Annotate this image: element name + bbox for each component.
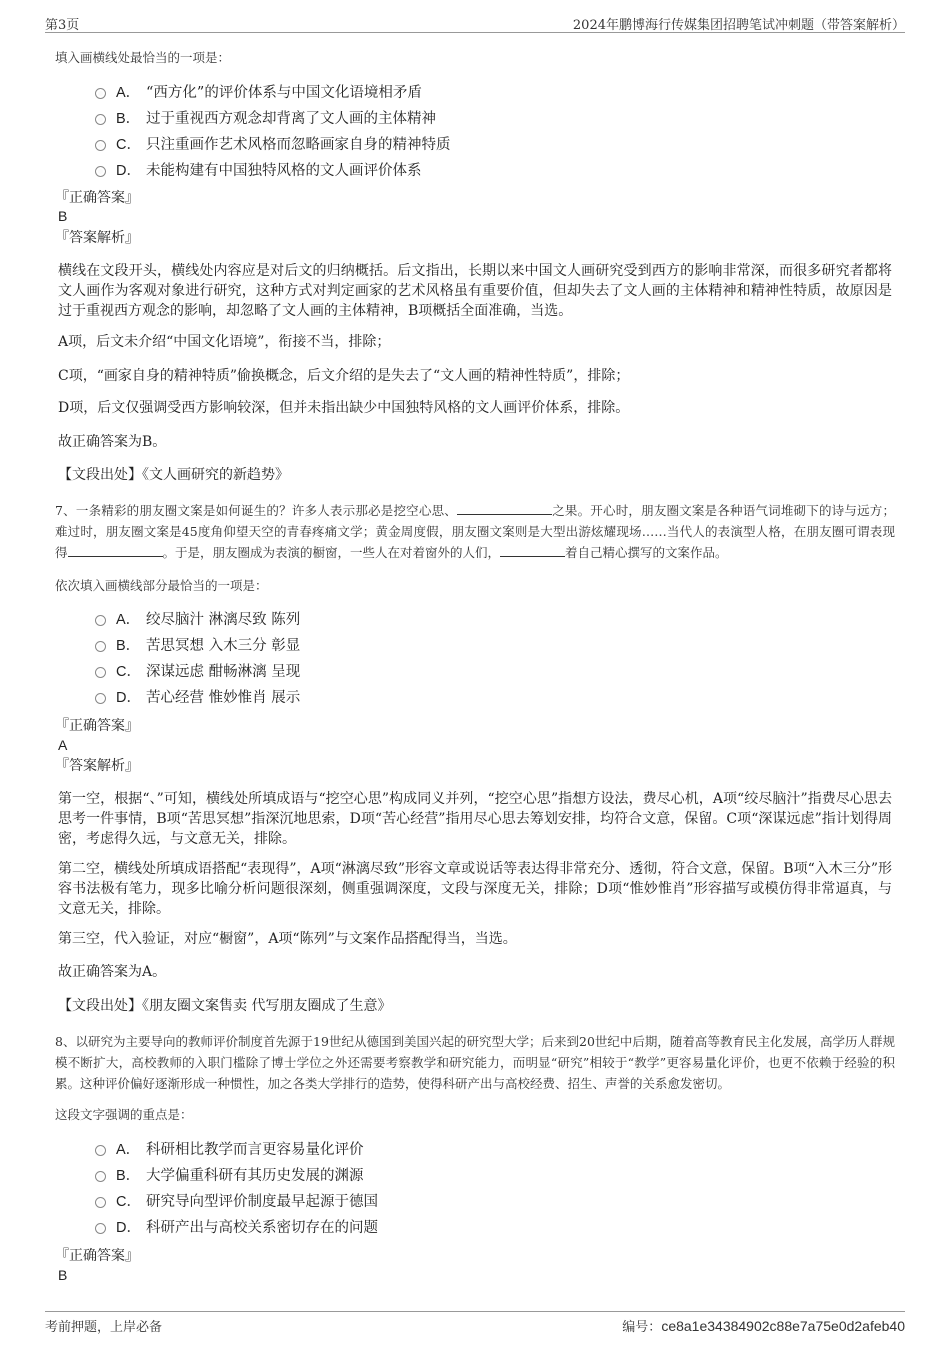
q8-option-a[interactable]: A． 科研相比教学而言更容易量化评价	[95, 1137, 890, 1163]
footer-slogan: 考前押题，上岸必备	[45, 1320, 163, 1335]
radio-icon[interactable]	[95, 166, 106, 177]
page-footer	[45, 1311, 905, 1336]
q7-prompt: 依次填入画横线部分最恰当的一项是：	[55, 578, 268, 593]
q6-option-d[interactable]: D． 未能构建有中国独特风格的文人画评价体系	[95, 158, 890, 184]
radio-icon[interactable]	[95, 88, 106, 99]
q7-answer-label: 『正确答案』	[55, 718, 139, 734]
q6-analysis-paragraph: D项，后文仅强调受西方影响较深，但并未指出缺少中国独特风格的文人画评价体系，排除。	[58, 400, 630, 416]
radio-icon[interactable]	[95, 114, 106, 125]
q6-source: 【文段出处】《文人画研究的新趋势》	[58, 467, 289, 483]
document-code: 编号：ce8a1e34384902c88e7a75e0d2afeb40	[622, 1318, 905, 1335]
q6-prompt: 填入画横线处最恰当的一项是：	[55, 50, 231, 65]
q7-option-a[interactable]: A． 绞尽脑汁 淋漓尽致 陈列	[95, 607, 890, 633]
q6-analysis-paragraph: C项，“画家自身的精神特质”偷换概念，后文介绍的是失去了“文人画的精神性特质”，排除；	[58, 368, 630, 384]
radio-icon[interactable]	[95, 1171, 106, 1182]
q7-analysis-label: 『答案解析』	[55, 758, 139, 774]
q6-option-b[interactable]: B． 过于重视西方观念却背离了文人画的主体精神	[95, 106, 890, 132]
q7-analysis-paragraph: 第三空，代入验证，对应“橱窗”，A项“陈列”与文案作品搭配得当，当选。	[58, 931, 517, 947]
q6-analysis-paragraph: 横线在文段开头，横线处内容应是对后文的归纳概括。后文指出，长期以来中国文人画研究受到西方的影响非常深，而很多研究者都将文人画作为客观对象进行研究，这种方式对判定画家的艺术风格虽有重要价值，但却失去了文人画的主体精神和精神性特质，故原因是过于重视西方观念的影响，却忽略了文人画的主体精神，B项概括全面准确，当选。	[58, 263, 892, 319]
q8-options	[95, 1137, 890, 1241]
q7-analysis-paragraph: 第二空，横线处所填成语搭配“表现得”，A项“淋漓尽致”形容文章或说话等表达得非常充分、透彻，符合文意，保留。B项“入木三分”形容书法极有笔力，现多比喻分析问题很深刻，侧重强调深度，文段与深度无关，排除；D项“惟妙惟肖”形容描写或模仿得非常逼真，与文意无关，排除。	[58, 861, 892, 917]
q8-option-b[interactable]: B． 大学偏重科研有其历史发展的渊源	[95, 1163, 890, 1189]
q6-analysis-label: 『答案解析』	[55, 230, 139, 246]
q8-option-c[interactable]: C． 研究导向型评价制度最早起源于德国	[95, 1189, 890, 1215]
page-number: 第3页	[45, 18, 80, 33]
document-title: 2024年鹏博海行传媒集团招聘笔试冲刺题（带答案解析）	[572, 18, 905, 33]
q6-answer-label: 『正确答案』	[55, 190, 139, 206]
q8-text: 8、以研究为主要导向的教师评价制度首先源于19世纪从德国到美国兴起的研究型大学；后来到20世纪中后期，随着高等教育民主化发展，高学历人群规模不断扩大，高校教师的入职门槛除了博士学位之外还需要考察教学和研究能力，而明显“研究”相较于“教学”更容易量化评价，也更不依赖于经验的积累。这种评价偏好逐渐形成一种惯性，加之各类大学排行的造势，使得科研产出与高校经费、招生、声誉的关系愈发密切。	[55, 1034, 895, 1091]
blank-line	[457, 500, 552, 515]
q6-options	[95, 80, 890, 184]
q7-answer: A	[58, 737, 68, 753]
q8-answer: B	[58, 1267, 68, 1283]
blank-line	[500, 542, 565, 557]
q7-option-b[interactable]: B． 苦思冥想 入木三分 彰显	[95, 633, 890, 659]
radio-icon[interactable]	[95, 1197, 106, 1208]
q7-options	[95, 607, 890, 711]
q6-analysis-paragraph: A项，后文未介绍“中国文化语境”，衔接不当，排除；	[58, 334, 391, 350]
radio-icon[interactable]	[95, 641, 106, 652]
q6-answer: B	[58, 208, 68, 224]
q7-option-d[interactable]: D． 苦心经营 惟妙惟肖 展示	[95, 685, 890, 711]
blank-line	[68, 542, 163, 557]
radio-icon[interactable]	[95, 615, 106, 626]
q7-analysis-paragraph: 第一空，根据“、”可知，横线处所填成语与“挖空心思”构成同义并列，“挖空心思”指想方设法，费尽心机，A项“绞尽脑汁”指费尽心思去思考一件事情，B项“苦思冥想”指深沉地思索，D项“苦心经营”指用尽心思去筹划安排，均符合文意，保留。C项“深谋远虑”指计划得周密，考虑得久远，与文意无关，排除。	[58, 791, 892, 847]
radio-icon[interactable]	[95, 1145, 106, 1156]
q6-analysis-paragraph: 故正确答案为B。	[58, 434, 167, 450]
page-header	[45, 10, 905, 33]
radio-icon[interactable]	[95, 693, 106, 704]
radio-icon[interactable]	[95, 1223, 106, 1234]
q7-text: 7、一条精彩的朋友圈文案是如何诞生的？许多人表示那必是挖空心思、 之果。开心时，朋友圈文案是各种语气词堆砌下的诗与远方；难过时，朋友圈文案是45度角仰望天空的青春疼痛文学；黄金周度假，朋友圈文案则是大型出游炫耀现场……当代人的表演型人格，在朋友圈可谓表现得 。于是，朋友圈成为表演的橱窗，一些人在对着窗外的人们， 着自己精心撰写的文案作品。	[55, 500, 895, 563]
q7-source: 【文段出处】《朋友圈文案售卖 代写朋友圈成了生意》	[58, 998, 392, 1014]
q8-option-d[interactable]: D． 科研产出与高校关系密切存在的问题	[95, 1215, 890, 1241]
q8-answer-label: 『正确答案』	[55, 1248, 139, 1264]
q8-prompt: 这段文字强调的重点是：	[55, 1107, 193, 1122]
q7-analysis-paragraph: 故正确答案为A。	[58, 964, 167, 980]
q6-option-a[interactable]: A． “西方化”的评价体系与中国文化语境相矛盾	[95, 80, 890, 106]
radio-icon[interactable]	[95, 667, 106, 678]
q7-option-c[interactable]: C． 深谋远虑 酣畅淋漓 呈现	[95, 659, 890, 685]
q6-option-c[interactable]: C． 只注重画作艺术风格而忽略画家自身的精神特质	[95, 132, 890, 158]
radio-icon[interactable]	[95, 140, 106, 151]
